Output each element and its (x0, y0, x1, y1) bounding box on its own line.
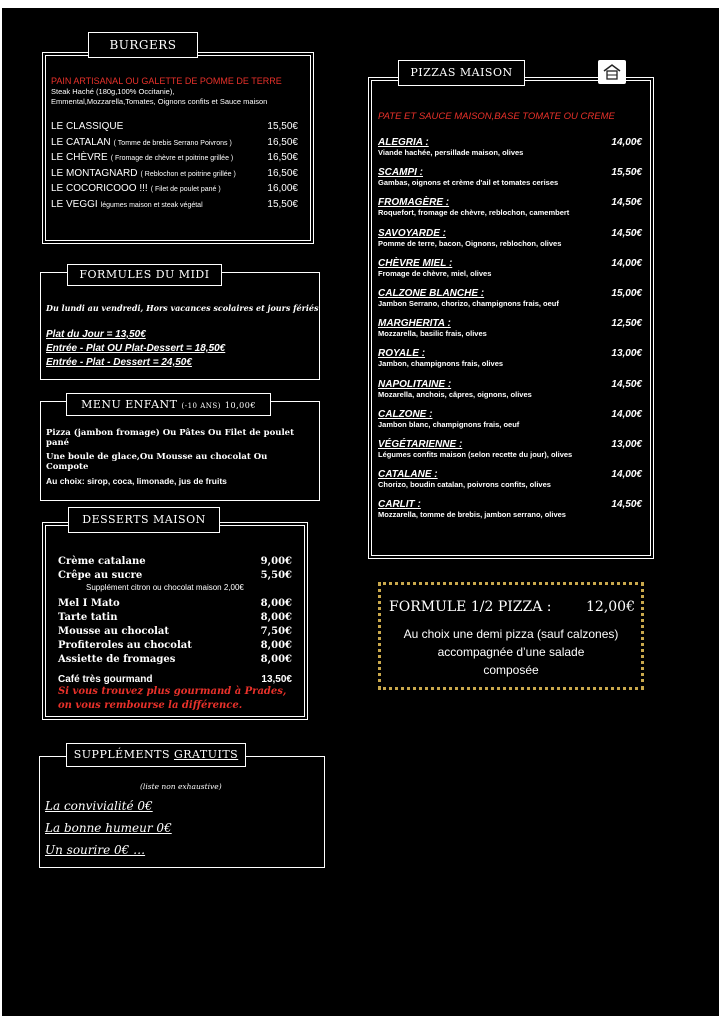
pizza-name: SCAMPI : (378, 167, 423, 179)
dessert-price: 8,00€ (260, 640, 292, 651)
dessert-item (58, 654, 292, 665)
pizza-price: 14,00€ (611, 257, 642, 269)
dessert-name: Mousse au chocolat (58, 626, 170, 637)
dessert-name: Profiteroles au chocolat (58, 640, 192, 651)
burger-price: 15,50€ (267, 121, 298, 132)
pizza-price: 14,00€ (611, 408, 642, 420)
pizza-desc: Pomme de terre, bacon, Oignons, reblochon, olives (378, 238, 562, 248)
dessert-price: 8,00€ (260, 654, 292, 665)
pizza-name: FROMAGÈRE : (378, 197, 450, 209)
pizza-item (378, 167, 650, 197)
formules-subtitle: Du lundi au vendredi, Hors vacances scolaires et jours fériés (46, 303, 319, 313)
supplement-item: La bonne humeur 0€ (45, 821, 172, 835)
enfant-price: 10,00€ (224, 401, 256, 410)
burger-item (51, 121, 298, 137)
burger-name: LE MONTAGNARD (51, 167, 138, 179)
pizza-desc: Mozzarella, tomme de brebis, jambon serrano, olives (378, 510, 566, 520)
pizza-name: ALEGRIA : (378, 137, 429, 148)
pizza-desc: Viande hachée, persillade maison, olives (378, 148, 524, 157)
pizza-desc: Mozarella, anchois, câpres, oignons, olives (378, 389, 532, 399)
dessert-supplement: Supplément citron ou chocolat maison 2,00€ (86, 583, 244, 592)
burger-detail: ( Fromage de chèvre et poitrine grillée ) (110, 155, 234, 162)
desserts-promo-1: Si vous trouvez plus gourmand à Prades, (58, 686, 287, 697)
dessert-item (58, 626, 292, 637)
pizza-name: ROYALE : (378, 348, 426, 360)
burger-name: LE VEGGI (51, 198, 98, 210)
pizza-price: 13,00€ (611, 438, 642, 450)
pizza-item (378, 228, 650, 258)
pizza-price: 14,00€ (611, 469, 642, 481)
burger-price: 16,50€ (267, 167, 298, 179)
pizza-desc: Légumes confits maison (selon recette du jour), olives (378, 449, 573, 459)
burger-item (51, 152, 298, 168)
dessert-item (58, 612, 292, 623)
formule-pizza-price: 12,00€ (586, 599, 635, 615)
dessert-name: Crêpe au sucre (58, 570, 143, 581)
pizza-list (378, 137, 650, 529)
pizza-name: CARLIT : (378, 499, 421, 511)
dessert-item (58, 570, 292, 581)
dessert-item (58, 640, 292, 651)
dessert-name: Tarte tatin (58, 612, 118, 623)
formules-list (46, 329, 225, 371)
pizza-price: 15,50€ (611, 167, 642, 179)
supplements-section (39, 756, 325, 868)
dessert-name: Crème catalane (58, 556, 146, 567)
pizza-desc: Chorizo, boudin catalan, poivrons confits, olives (378, 480, 551, 490)
dessert-price: 8,00€ (260, 598, 292, 609)
burger-name: LE CLASSIQUE (51, 121, 124, 132)
pizza-item (378, 197, 650, 227)
burgers-section (42, 52, 314, 244)
formule-pizza-title: FORMULE 1/2 PIZZA : (389, 599, 552, 615)
burger-item (51, 183, 298, 199)
burger-price: 15,50€ (267, 198, 298, 210)
pizza-desc: Gambas, oignons et crème d'ail et tomates cerises (378, 178, 559, 188)
supplements-title-text: SUPPLÉMENTS (73, 748, 170, 761)
pizzas-title: PIZZAS MAISON (398, 60, 525, 86)
pizza-name: MARGHERITA : (378, 318, 451, 330)
burger-name: LE CHÈVRE (51, 152, 108, 163)
burger-detail: légumes maison et steak végétal (100, 201, 203, 209)
pizza-item (378, 499, 650, 529)
enfant-age: (-10 ANS) (181, 402, 221, 410)
pizza-desc: Jambon, champignons frais, olives (378, 359, 504, 369)
burgers-header: PAIN ARTISANAL OU GALETTE DE POMME DE TERRE (51, 76, 282, 86)
formule-pizza-section (378, 582, 644, 690)
pizza-desc: Mozzarella, basilic frais, olives (378, 329, 487, 339)
pizza-item (378, 318, 650, 348)
burgers-title: BURGERS (88, 32, 198, 58)
dessert-name: Mel I Mato (58, 598, 120, 609)
pizza-item (378, 439, 650, 469)
dessert-item (58, 674, 292, 685)
pizza-item (378, 469, 650, 499)
pizza-item (378, 288, 650, 318)
formule-item: Plat du Jour = 13,50€ (46, 329, 146, 340)
supplements-title (66, 743, 246, 767)
pizzas-header: PATE ET SAUCE MAISON,BASE TOMATE OU CREME (378, 111, 615, 122)
pizza-desc: Jambon Serrano, chorizo, champignons frais, oeuf (378, 298, 559, 308)
burger-name: LE CATALAN (51, 136, 111, 148)
burgers-desc-2: Emmental,Mozzarella,Tomates, Oignons confits et Sauce maison (51, 97, 268, 106)
formule-pizza-line2: accompagnée d’une salade (437, 645, 585, 659)
burger-detail: ( Tomme de brebis Serrano Poivrons ) (113, 139, 232, 147)
pizza-price: 14,50€ (611, 227, 642, 239)
dessert-name: Assiette de fromages (58, 654, 176, 665)
burger-detail: ( Filet de poulet pané ) (150, 186, 221, 193)
pizza-desc: Fromage de chèvre, miel, olives (378, 268, 492, 278)
pizza-name: CALZONE : (378, 408, 433, 420)
supplements-title-gratuits: GRATUITS (173, 748, 239, 761)
dessert-price: 7,50€ (260, 626, 292, 637)
burger-price: 16,50€ (267, 152, 298, 163)
pizza-desc: Jambon blanc, champignons frais, oeuf (378, 419, 520, 429)
formule-pizza-title-row (389, 599, 637, 615)
pizza-price: 13,00€ (611, 348, 642, 360)
pizza-item (378, 409, 650, 439)
burger-price: 16,00€ (267, 183, 298, 194)
burger-detail: ( Reblochon et poitrine grillée ) (140, 170, 236, 178)
pizza-price: 15,00€ (611, 287, 642, 299)
burger-list (51, 121, 298, 214)
formule-item: Entrée - Plat - Dessert = 24,50€ (46, 357, 192, 368)
formules-section (40, 272, 320, 380)
menu-page (2, 8, 719, 1016)
pizza-price: 14,50€ (611, 378, 642, 390)
supplement-item: La convivialité 0€ (45, 799, 153, 813)
pizza-name: CATALANE : (378, 469, 438, 481)
enfant-line2: Une boule de glace,Ou Mousse au chocolat Ou Compote (46, 452, 268, 472)
pizza-item (378, 137, 650, 167)
enfant-line1: Pizza (jambon fromage) Ou Pâtes Ou Filet de poulet pané (46, 428, 295, 448)
dessert-name: Café très gourmand (58, 674, 153, 685)
pizza-price: 14,50€ (611, 197, 642, 209)
burger-item (51, 168, 298, 184)
enfant-title-text: MENU ENFANT (81, 398, 178, 411)
formule-pizza-line3: composée (483, 663, 539, 677)
pizza-desc: Roquefort, fromage de chèvre, reblochon, camembert (378, 208, 570, 218)
burger-name: LE COCORICOOO !!! (51, 183, 148, 194)
pizza-item (378, 379, 650, 409)
pizza-price: 12,50€ (611, 318, 642, 330)
desserts-section (42, 522, 308, 720)
burger-item (51, 137, 298, 153)
pizza-name: VÉGÉTARIENNE : (378, 438, 463, 450)
pizza-price: 14,50€ (611, 499, 642, 511)
desserts-promo-2: on vous rembourse la différence. (58, 700, 243, 711)
enfant-title (66, 393, 271, 416)
pizza-name: SAVOYARDE : (378, 227, 446, 239)
burger-item (51, 199, 298, 215)
dessert-price: 13,50€ (261, 674, 292, 685)
pizza-name: CHÈVRE MIEL : (378, 257, 453, 269)
burger-price: 16,50€ (267, 136, 298, 148)
pizza-name: NAPOLITAINE : (378, 378, 452, 390)
desserts-title: DESSERTS MAISON (68, 507, 220, 533)
dessert-item (58, 598, 292, 609)
formules-title: FORMULES DU MIDI (67, 264, 222, 286)
dessert-price: 9,00€ (260, 556, 292, 567)
dessert-price: 8,00€ (260, 612, 292, 623)
pizza-item (378, 348, 650, 378)
supplements-list (45, 799, 172, 865)
formule-item: Entrée - Plat OU Plat-Dessert = 18,50€ (46, 343, 226, 354)
pizza-item (378, 258, 650, 288)
home-icon (598, 60, 626, 84)
dessert-item (58, 556, 292, 567)
enfant-line3: Au choix: sirop, coca, limonade, jus de fruits (46, 476, 227, 486)
pizzas-section (368, 77, 654, 559)
pizza-name: CALZONE BLANCHE : (378, 287, 485, 299)
burgers-desc-1: Steak Haché (180g,100% Occitanie), (51, 87, 175, 96)
pizza-price: 14,00€ (611, 137, 642, 148)
supplement-item: Un sourire 0€ … (45, 843, 146, 857)
supplements-note: (liste non exhaustive) (140, 782, 222, 791)
dessert-price: 5,50€ (260, 570, 292, 581)
formule-pizza-line1: Au choix une demi pizza (sauf calzones) (403, 627, 619, 641)
